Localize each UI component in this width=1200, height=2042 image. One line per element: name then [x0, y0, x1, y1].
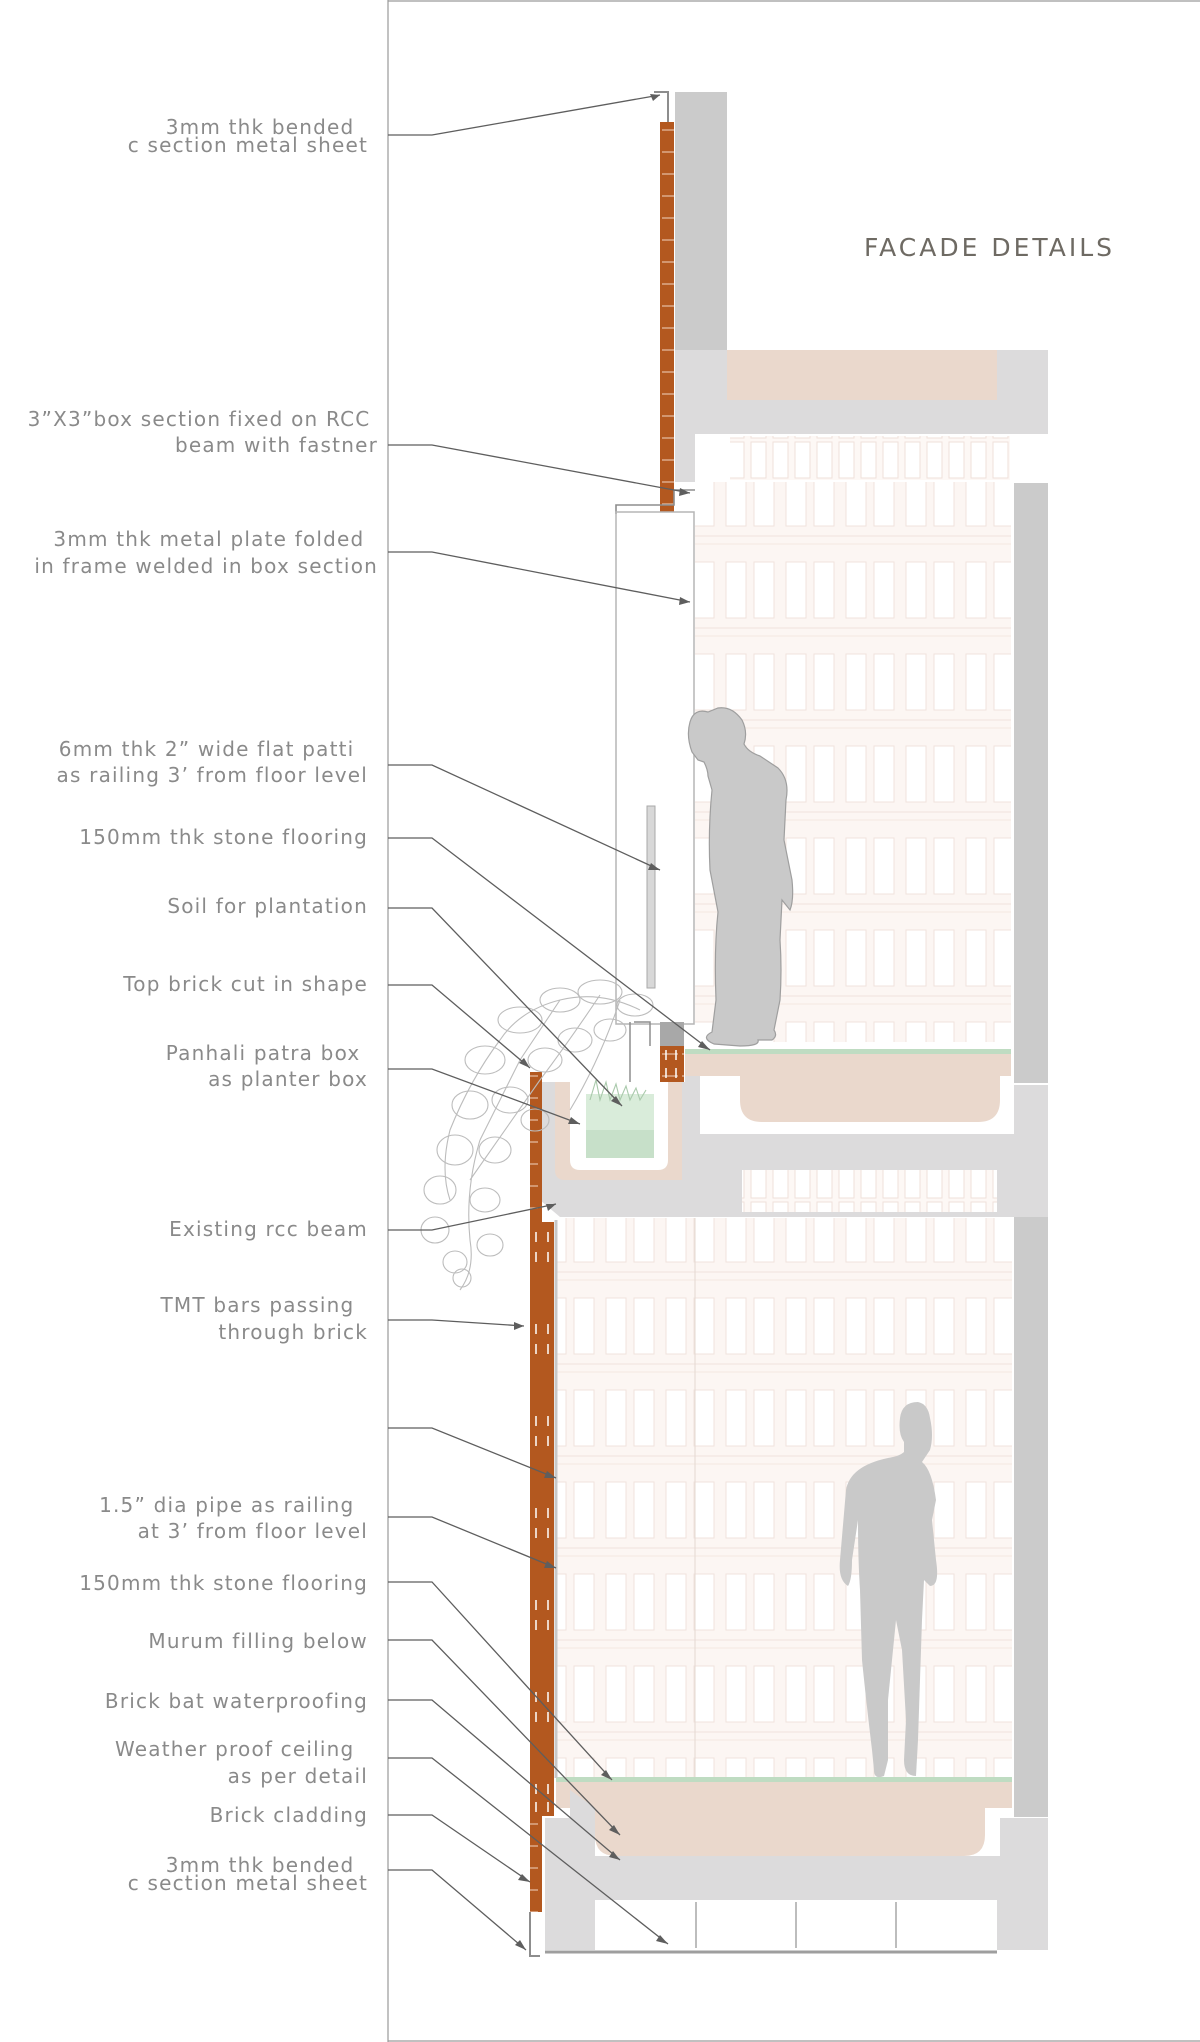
label-metal-sheet-bottom: 3mm thk bended c section metal sheet [127, 1853, 368, 1895]
label-top-brick: Top brick cut in shape [123, 972, 368, 996]
label-weather-ceiling: Weather proof ceiling as per detail [114, 1737, 368, 1788]
bottom-c-section [530, 1912, 540, 1956]
right-wall-upper [1014, 483, 1048, 1083]
callout-labels [0, 0, 378, 1895]
label-stone-flooring-bottom: 150mm thk stone flooring [79, 1571, 368, 1595]
label-flat-patti: 6mm thk 2” wide flat patti as railing 3’ from floor level [56, 737, 368, 787]
label-panhali-patra: Panhali patra box as planter box [165, 1041, 368, 1091]
upper-room-ribbing [730, 436, 1010, 480]
label-rcc-beam: Existing rcc beam [169, 1217, 368, 1241]
label-soil: Soil for plantation [167, 894, 368, 918]
lower-stone-flooring [556, 1777, 1012, 1782]
flat-patti-railing [647, 806, 655, 988]
label-metal-sheet-top: 3mm thk bended c section metal sheet [127, 115, 368, 157]
lower-room-ribbing [742, 1170, 997, 1212]
label-brick-cladding: Brick cladding [209, 1803, 368, 1827]
right-wall-lower [1014, 1217, 1048, 1817]
top-brick [660, 1046, 684, 1082]
label-tmt-bars: TMT bars passing through brick [160, 1293, 368, 1344]
upper-concrete-parapet [675, 92, 727, 350]
label-stone-flooring-top: 150mm thk stone flooring [79, 825, 368, 849]
panhali-patra-box [630, 1022, 650, 1082]
label-murum: Murum filling below [148, 1629, 368, 1653]
upper-stone-flooring [685, 1049, 1011, 1054]
planter-soil [586, 1130, 654, 1158]
label-brick-bat: Brick bat waterproofing [104, 1689, 368, 1713]
drawing-title: FACADE DETAILS [864, 233, 1115, 262]
upper-brick-cladding [660, 122, 674, 512]
label-metal-plate: 3mm thk metal plate folded in frame welded in box section [34, 527, 378, 578]
label-box-section: 3”X3”box section fixed on RCC beam with fastner [27, 407, 378, 457]
lower-room-wall [556, 1218, 1012, 1778]
label-pipe-railing: 1.5” dia pipe as railing at 3’ from floor level [99, 1493, 368, 1543]
